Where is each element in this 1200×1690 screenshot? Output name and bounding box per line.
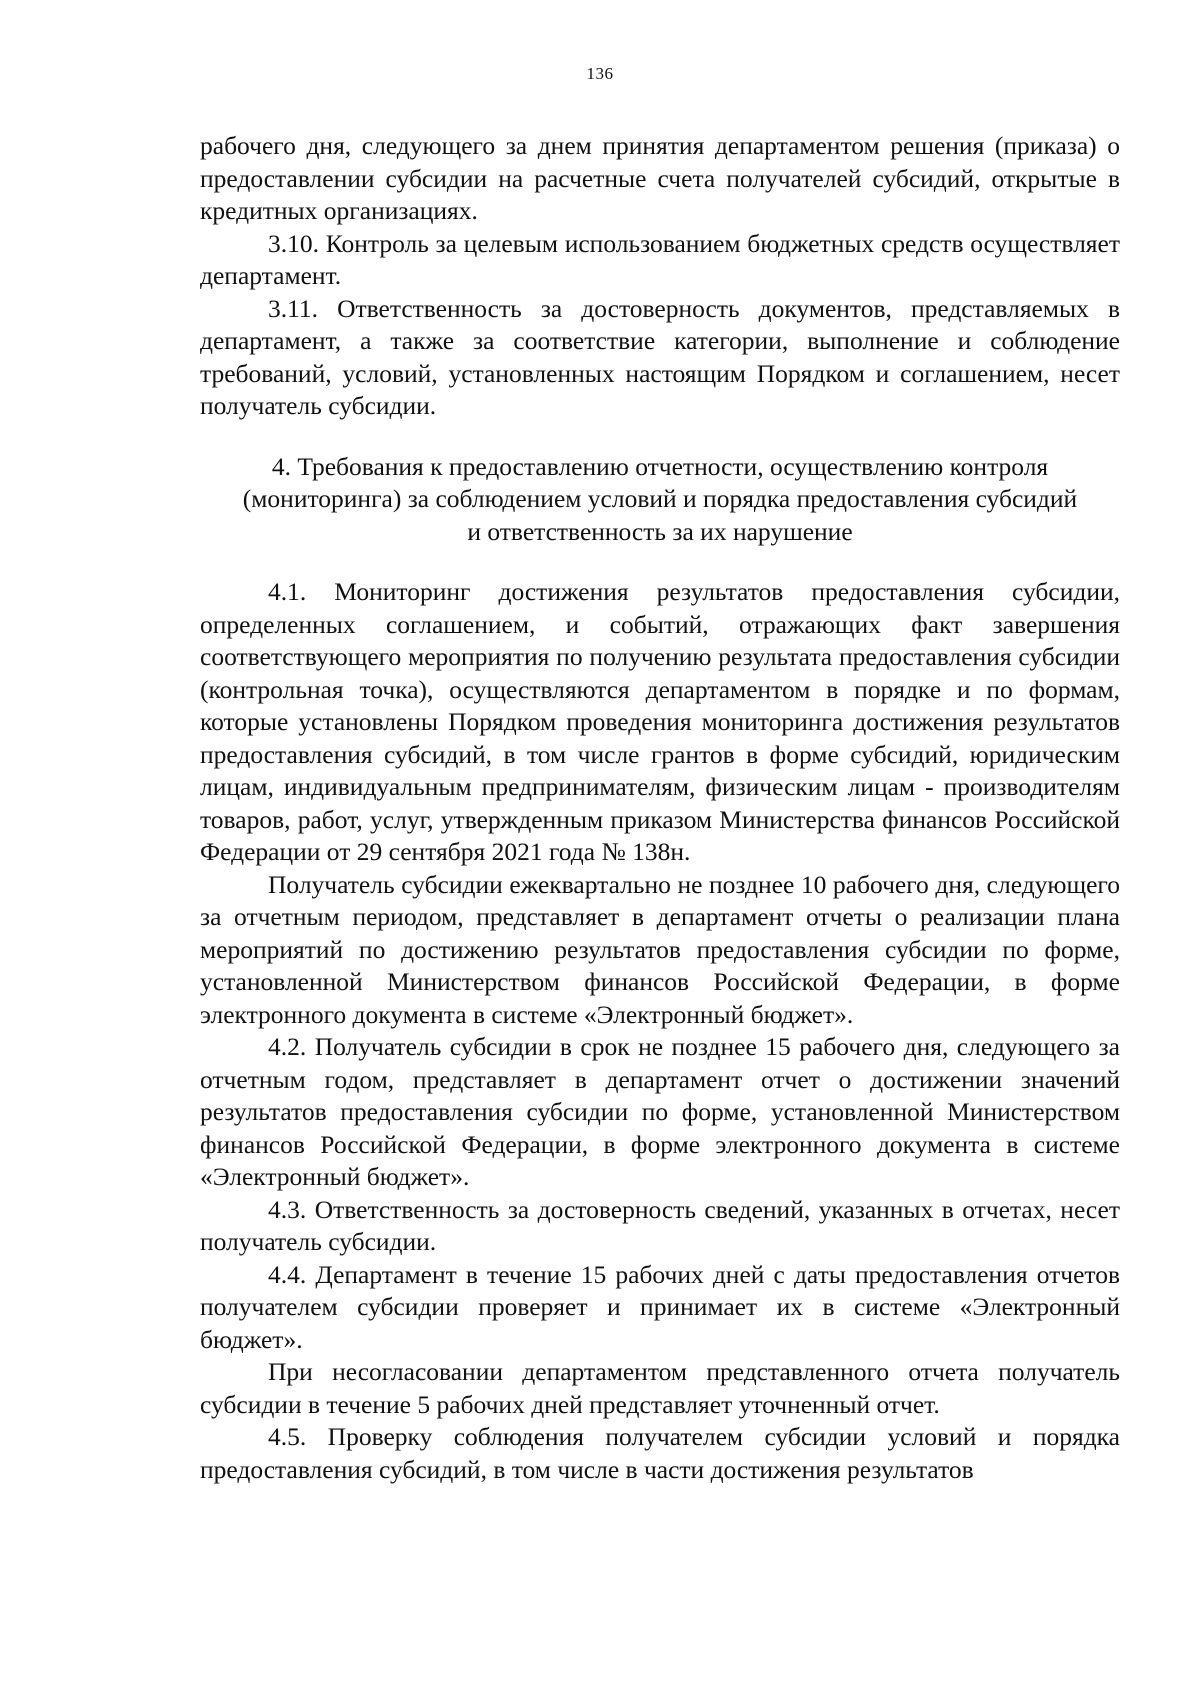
document-body (200, 130, 1120, 1486)
paragraph-4-5: 4.5. Проверку соблюдения получателем субсидии условий и порядка предоставления субсидий, в том числе в части достижения результатов (200, 1422, 1120, 1484)
paragraph-4-2: 4.2. Получатель субсидии в срок не позднее 15 рабочего дня, следующего за отчетным годом, представляет в департамент отчет о достижении значений результатов предоставления субсидии по форме, установленной Министерством финансов Российской Федерации, в форме электронного документа в системе «Электронный бюджет». (200, 1032, 1120, 1191)
paragraph-4-3: 4.3. Ответственность за достоверность сведений, указанных в отчетах, несет получатель субсидии. (200, 1194, 1120, 1256)
section-heading (200, 451, 1120, 549)
paragraph-3-10: 3.10. Контроль за целевым использованием бюджетных средств осуществляет департамент. (200, 228, 1120, 290)
paragraph-revised-report: При несогласовании департаментом представленного отчета получатель субсидии в течение 5 рабочих дней представляет уточненный отчет. (200, 1357, 1120, 1419)
section-heading-line: 4. Требования к предоставлению отчетности, осуществлению контроля (271, 451, 1049, 481)
paragraph-quarterly-report: Получатель субсидии ежеквартально не позднее 10 рабочего дня, следующего за отчетным периодом, представляет в департамент отчеты о реализации плана мероприятий по достижению результатов предоставления субсидии по форме, установленной Министерством финансов Российской Федерации, в форме электронного документа в системе «Электронный бюджет». (200, 869, 1120, 1029)
paragraph-3-11: 3.11. Ответственность за достоверность документов, представляемых в департамент, а также за соответствие категории, выполнение и соблюдение требований, условий, установленных настоящим Порядком и соглашением, несет получатель субсидии. (200, 293, 1120, 420)
page-number: 136 (586, 64, 614, 83)
section-heading-line: (мониторинга) за соблюдением условий и порядка предоставления субсидий (242, 484, 1078, 513)
paragraph-4-1: 4.1. Мониторинг достижения результатов предоставления субсидии, определенных соглашением, и событий, отражающих факт завершения соответствующего мероприятия по получению результата предоставления субсидии (контрольная точка), осуществляются департаментом в порядке и по формам, которые установлены Порядком проведения мониторинга достижения результатов предоставления субсидий, в том числе грантов в форме субсидий, юридическим лицам, индивидуальным предпринимателям, физическим лицам - производителям товаров, работ, услуг, утвержденным приказом Министерства финансов Российской Федерации от 29 сентября 2021 года № 138н. (200, 577, 1120, 866)
paragraph-continuation: рабочего дня, следующего за днем принятия департаментом решения (приказа) о предоставлении субсидии на расчетные счета получателей субсидий, открытые в кредитных организациях. (200, 131, 1120, 225)
section-heading-line: и ответственность за их нарушение (467, 516, 853, 546)
paragraph-4-4: 4.4. Департамент в течение 15 рабочих дней с даты предоставления отчетов получателем субсидии проверяет и принимает их в системе «Электронный бюджет». (200, 1259, 1120, 1354)
